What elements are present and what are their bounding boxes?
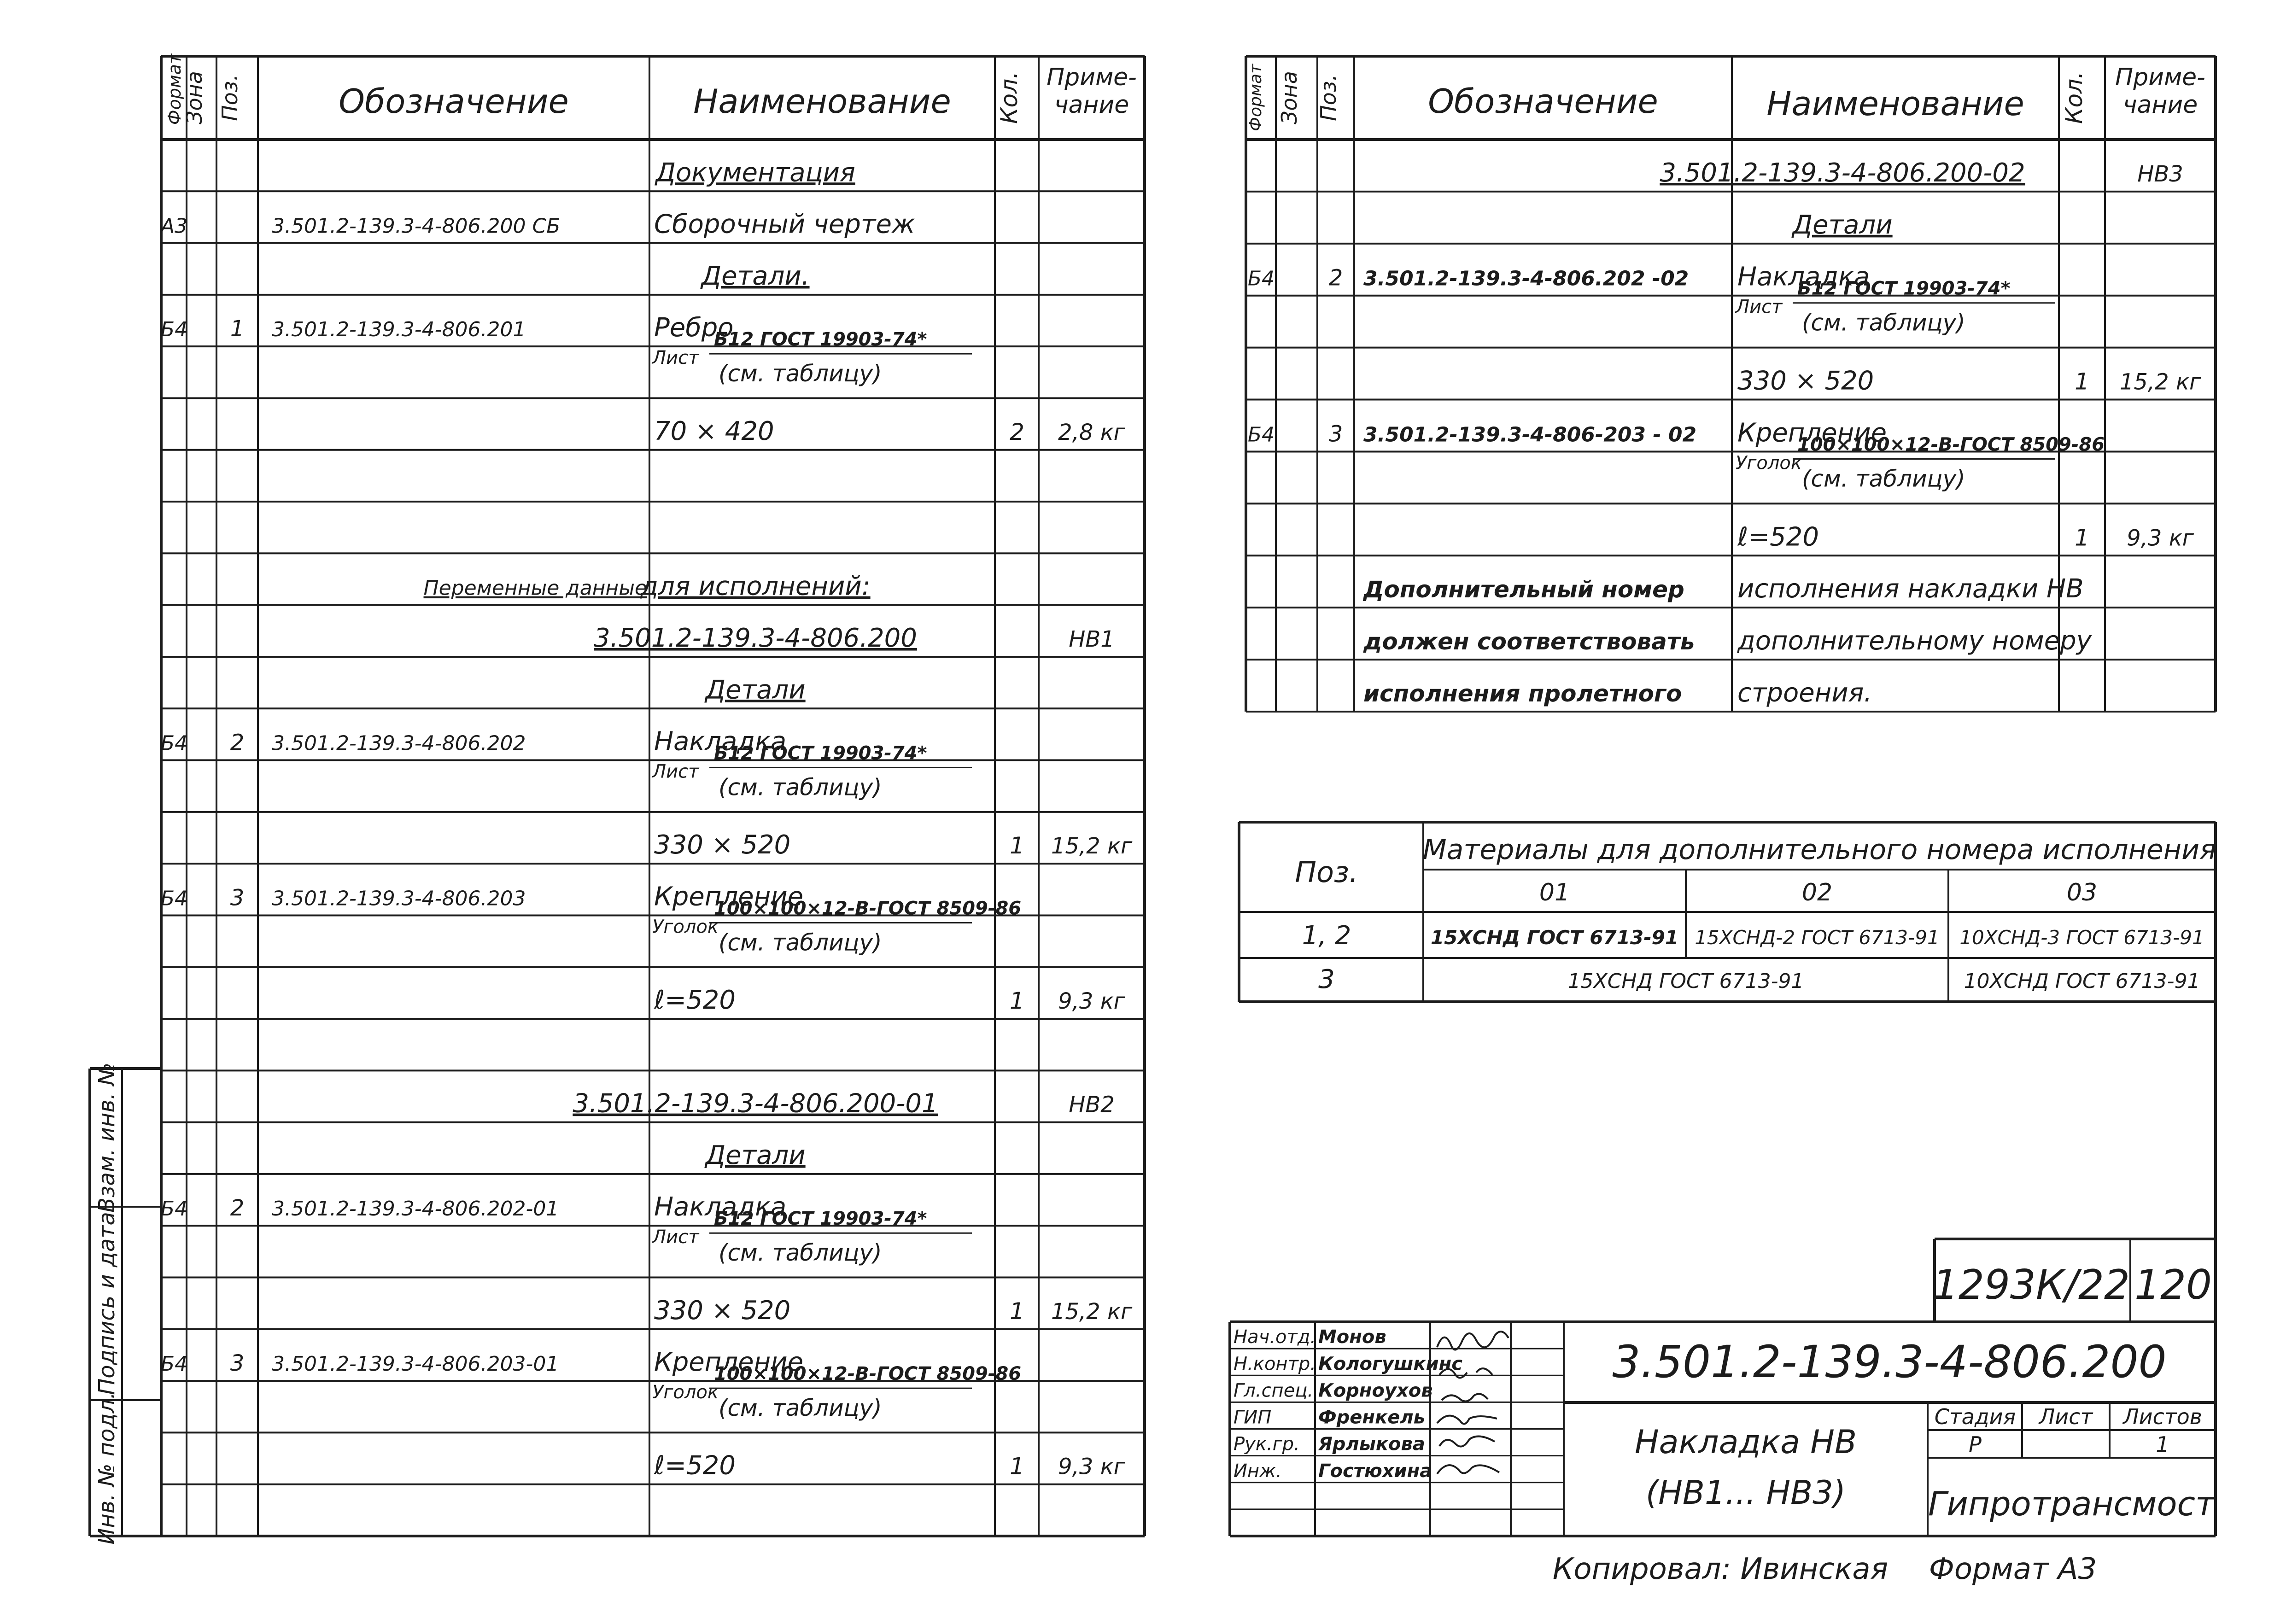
left-spec-designation-cell: 3.501.2-139.3-4-806.202-01 <box>272 1197 559 1221</box>
signer-name: Кологушкинс <box>1318 1353 1462 1375</box>
left-spec-format-cell: Б4 <box>160 1352 188 1376</box>
materials-table <box>1239 822 2216 1002</box>
right-spec-row <box>1737 522 2194 552</box>
right-spec-designation-cell: исполнения пролетного <box>1363 680 1682 707</box>
left-spec-row <box>654 830 1133 860</box>
signer-name: Ярлыкова <box>1318 1433 1425 1455</box>
left-spec-note-cell: 2,8 кг <box>1058 419 1125 445</box>
left-spec-format-cell: Б4 <box>160 318 188 342</box>
signer-row <box>1234 1326 1386 1348</box>
materials-row1-pos: 1, 2 <box>1302 921 1351 951</box>
right-header-note-line2: чание <box>2122 91 2198 119</box>
left-spec-name-cell: Детали <box>705 675 806 705</box>
left-spec-name-cell: Крепление <box>654 882 804 912</box>
left-spec-qty-cell: 1 <box>1010 1453 1024 1480</box>
signer-row <box>1234 1434 1425 1455</box>
right-spec-row <box>1248 418 1887 448</box>
materials-row1-c02: 15ХСНД-2 ГОСТ 6713-91 <box>1695 926 1940 949</box>
left-spec-material-note: (см. таблицу) <box>719 360 882 387</box>
left-spec-name-cell: для исполнений: <box>640 571 871 602</box>
right-spec-note-cell: 15,2 кг <box>2119 369 2201 395</box>
header-note-line1: Приме- <box>1047 64 1137 91</box>
left-spec-row <box>654 1296 1133 1326</box>
right-spec-row <box>1363 626 2092 656</box>
materials-col-03: 03 <box>2066 879 2098 906</box>
right-spec-name-cell: строения. <box>1737 678 1872 708</box>
left-spec-material-standard: 100×100×12-В-ГОСТ 8509-86 <box>714 898 1022 919</box>
materials-row2-c03: 10ХСНД ГОСТ 6713-91 <box>1964 970 2200 993</box>
right-header-name: Наименование <box>1766 84 2024 123</box>
left-spec-designation-cell: 3.501.2-139.3-4-806.202 <box>272 731 526 755</box>
left-spec-material-label: Лист <box>652 1227 699 1248</box>
left-specification-table <box>159 53 1145 1536</box>
right-header-pos: Поз. <box>1316 74 1341 121</box>
signer-role: Инж. <box>1234 1460 1282 1482</box>
header-designation: Обозначение <box>339 82 569 121</box>
right-spec-name-cell: Накладка <box>1737 262 1870 292</box>
left-spec-format-cell: А3 <box>160 214 188 238</box>
signer-role: Нач.отд. <box>1234 1326 1316 1348</box>
right-spec-material-note: (см. таблицу) <box>1802 465 1965 492</box>
left-spec-format-cell: Б4 <box>160 1197 188 1221</box>
right-spec-material-note: (см. таблицу) <box>1802 309 1965 336</box>
left-spec-name-cell: Ребро <box>654 313 734 343</box>
sheet-number: 120 <box>2134 1261 2212 1309</box>
left-spec-material-note: (см. таблицу) <box>719 1395 882 1422</box>
left-spec-name-cell: 330 × 520 <box>654 830 791 860</box>
right-spec-note-cell: 9,3 кг <box>2127 525 2194 551</box>
header-pos: Поз. <box>217 74 242 121</box>
stage-label: Стадия <box>1934 1404 2016 1429</box>
left-spec-note-cell: 9,3 кг <box>1058 988 1125 1015</box>
title-block <box>1230 1002 2216 1536</box>
copied-by: Копировал: Ивинская <box>1552 1552 1889 1586</box>
left-spec-row <box>700 261 809 291</box>
materials-row2-pos: 3 <box>1318 964 1335 994</box>
left-spec-pos-cell: 1 <box>230 316 245 342</box>
right-header-zone: Зона <box>1277 71 1302 124</box>
right-spec-material-label: Уголок <box>1736 452 1802 474</box>
left-spec-note-cell: 15,2 кг <box>1051 1298 1133 1325</box>
right-spec-format-cell: Б4 <box>1247 267 1275 291</box>
right-spec-name-cell: 330 × 520 <box>1737 366 1874 396</box>
left-spec-name-cell: Детали <box>705 1140 806 1170</box>
left-spec-qty-cell: 1 <box>1010 1297 1024 1325</box>
left-spec-designation-cell: 3.501.2-139.3-4-806.201 <box>272 318 526 342</box>
right-spec-row <box>1248 262 1870 292</box>
format-label: Формат А3 <box>1929 1552 2097 1586</box>
left-spec-note-cell: 15,2 кг <box>1051 833 1133 859</box>
title-line2: (НВ1... НВ3) <box>1645 1474 1846 1512</box>
left-spec-name-cell: ℓ=520 <box>654 985 736 1016</box>
sheets-label: Листов <box>2123 1404 2202 1429</box>
left-spec-row <box>161 313 734 343</box>
right-header-note-line1: Приме- <box>2115 64 2205 91</box>
left-spec-row <box>161 1192 786 1222</box>
signer-name: Френкель <box>1318 1407 1425 1428</box>
left-spec-qty-cell: 2 <box>1010 418 1024 445</box>
left-spec-pos-cell: 3 <box>230 885 245 911</box>
left-spec-name-cell: 3.501.2-139.3-4-806.200 <box>594 623 917 653</box>
signer-row <box>1234 1460 1432 1482</box>
left-spec-note-cell: НВ2 <box>1069 1092 1115 1118</box>
left-spec-pos-cell: 2 <box>230 1195 245 1221</box>
signer-row <box>1234 1407 1425 1428</box>
right-spec-name-cell: исполнения накладки НВ <box>1737 574 2084 604</box>
right-spec-row <box>1363 678 1872 708</box>
left-spec-material-note: (см. таблицу) <box>719 774 882 801</box>
left-spec-row <box>594 623 1115 653</box>
materials-row1-c01: 15ХСНД ГОСТ 6713-91 <box>1430 926 1679 949</box>
left-spec-qty-cell: 1 <box>1010 987 1024 1015</box>
left-spec-material-standard: Б12 ГОСТ 19903-74* <box>714 1208 927 1230</box>
materials-title: Материалы для дополнительного номера исполнения <box>1422 834 2216 866</box>
right-spec-qty-cell: 1 <box>2075 368 2089 395</box>
right-spec-name-cell: Крепление <box>1737 418 1887 448</box>
left-spec-name-cell: 330 × 520 <box>654 1295 791 1326</box>
signer-row <box>1234 1353 1462 1374</box>
left-spec-designation-cell: 3.501.2-139.3-4-806.200 СБ <box>272 214 561 238</box>
right-spec-material-label: Лист <box>1736 296 1783 318</box>
right-header-format: Формат <box>1246 64 1265 132</box>
signer-role: Рук.гр. <box>1234 1433 1300 1455</box>
right-spec-designation-cell: должен соответствовать <box>1363 628 1695 655</box>
left-spec-row <box>654 985 1126 1015</box>
side-stamp <box>90 1063 161 1545</box>
materials-row2-c01-02: 15ХСНД ГОСТ 6713-91 <box>1567 970 1804 993</box>
right-spec-name-cell: 3.501.2-139.3-4-806.200-02 <box>1660 158 2025 188</box>
right-spec-row <box>1362 574 2084 604</box>
signer-name: Корноухов <box>1318 1380 1433 1402</box>
materials-pos-header: Поз. <box>1295 855 1358 889</box>
left-spec-name-cell: Накладка <box>654 1192 787 1222</box>
materials-col-02: 02 <box>1801 879 1833 906</box>
left-spec-material-note: (см. таблицу) <box>719 929 882 956</box>
stage-value: Р <box>1969 1432 1982 1457</box>
left-spec-row <box>654 158 855 187</box>
title-line1: Накладка НВ <box>1635 1423 1857 1461</box>
left-spec-material-standard: Б12 ГОСТ 19903-74* <box>714 329 927 351</box>
signer-name: Монов <box>1318 1326 1386 1348</box>
header-qty: Кол. <box>996 71 1023 124</box>
left-spec-qty-cell: 1 <box>1010 832 1024 859</box>
left-spec-name-cell: ℓ=520 <box>654 1450 736 1481</box>
right-spec-name-cell: Детали <box>1792 210 1893 240</box>
signer-role: Н.контр. <box>1234 1353 1316 1375</box>
materials-col-01: 01 <box>1539 879 1570 906</box>
left-spec-format-cell: Б4 <box>160 731 188 755</box>
left-spec-pos-cell: 2 <box>230 730 245 756</box>
left-spec-name-cell: Детали. <box>701 261 810 291</box>
left-spec-designation-cell: Переменные данные <box>423 576 647 600</box>
header-note-line2: чание <box>1054 91 1129 119</box>
signer-name: Гостюхина <box>1318 1460 1432 1482</box>
left-spec-row <box>424 572 871 602</box>
left-spec-name-cell: Крепление <box>654 1347 804 1378</box>
right-header-qty: Кол. <box>2061 71 2087 124</box>
left-spec-material-standard: 100×100×12-В-ГОСТ 8509-86 <box>714 1363 1022 1385</box>
header-name: Наименование <box>693 82 951 121</box>
left-spec-name-cell: Сборочный чертеж <box>654 209 915 240</box>
left-spec-designation-cell: 3.501.2-139.3-4-806.203-01 <box>272 1352 559 1376</box>
signer-role: ГИП <box>1234 1407 1272 1428</box>
sheet-code: 1293К/22 <box>1932 1261 2130 1309</box>
right-header-designation: Обозначение <box>1428 82 1658 121</box>
right-spec-note-cell: НВ3 <box>2137 161 2183 187</box>
left-spec-material-label: Лист <box>652 347 699 369</box>
left-spec-note-cell: 9,3 кг <box>1058 1454 1125 1480</box>
signer-role: Гл.спец. <box>1234 1380 1314 1402</box>
right-spec-designation-cell: Дополнительный номер <box>1363 576 1684 603</box>
document-code: 3.501.2-139.3-4-806.200 <box>1612 1336 2167 1388</box>
left-spec-material-label: Уголок <box>652 1382 719 1403</box>
right-spec-pos-cell: 3 <box>1328 421 1343 447</box>
right-spec-row <box>1791 210 1892 240</box>
right-spec-name-cell: дополнительному номеру <box>1737 626 2092 656</box>
organization: Гипротрансмост <box>1928 1484 2215 1523</box>
right-spec-format-cell: Б4 <box>1247 423 1275 447</box>
materials-row1-c03: 10ХСНД-3 ГОСТ 6713-91 <box>1959 926 2204 949</box>
right-spec-material-standard: 100×100×12-В-ГОСТ 8509-86 <box>1797 434 2105 456</box>
right-spec-qty-cell: 1 <box>2075 524 2089 551</box>
sheets-value: 1 <box>2156 1432 2169 1457</box>
side-stamp-podpis-data: Подпись и дата <box>94 1212 120 1395</box>
left-spec-name-cell: Накладка <box>654 726 787 757</box>
left-spec-note-cell: НВ1 <box>1069 626 1115 652</box>
header-zone: Зона <box>182 71 207 124</box>
left-spec-pos-cell: 3 <box>230 1350 245 1377</box>
left-spec-row <box>159 210 915 240</box>
left-spec-row <box>161 727 786 757</box>
sheet-label: Лист <box>2039 1404 2093 1429</box>
right-spec-designation-cell: 3.501.2-139.3-4-806-203 - 02 <box>1363 423 1697 447</box>
left-spec-row <box>573 1089 1114 1119</box>
left-spec-row <box>654 1451 1126 1481</box>
left-spec-row <box>654 416 1126 446</box>
left-spec-material-note: (см. таблицу) <box>719 1239 882 1267</box>
right-spec-material-standard: Б12 ГОСТ 19903-74* <box>1797 278 2011 299</box>
header-format: Формат <box>164 53 185 125</box>
left-spec-name-cell: Документация <box>655 158 855 188</box>
left-spec-material-label: Лист <box>652 761 699 783</box>
right-spec-row <box>1737 366 2201 396</box>
left-spec-material-label: Уголок <box>652 916 719 938</box>
right-specification-table <box>1246 56 2216 712</box>
left-spec-material-standard: Б12 ГОСТ 19903-74* <box>714 742 927 764</box>
right-spec-pos-cell: 2 <box>1328 265 1343 291</box>
left-spec-designation-cell: 3.501.2-139.3-4-806.203 <box>272 887 526 911</box>
right-spec-name-cell: ℓ=520 <box>1737 522 1819 552</box>
left-spec-format-cell: Б4 <box>160 887 188 911</box>
side-stamp-inv-podl: Инв. № подл. <box>94 1392 120 1545</box>
side-stamp-vzam-inv: Взам. инв. № <box>94 1063 120 1213</box>
left-spec-row <box>704 675 805 705</box>
right-spec-designation-cell: 3.501.2-139.3-4-806.202 -02 <box>1363 267 1689 291</box>
left-spec-name-cell: 3.501.2-139.3-4-806.200-01 <box>573 1088 938 1119</box>
left-spec-name-cell: 70 × 420 <box>654 416 774 446</box>
left-spec-row <box>704 1140 805 1170</box>
signer-row <box>1234 1380 1433 1401</box>
